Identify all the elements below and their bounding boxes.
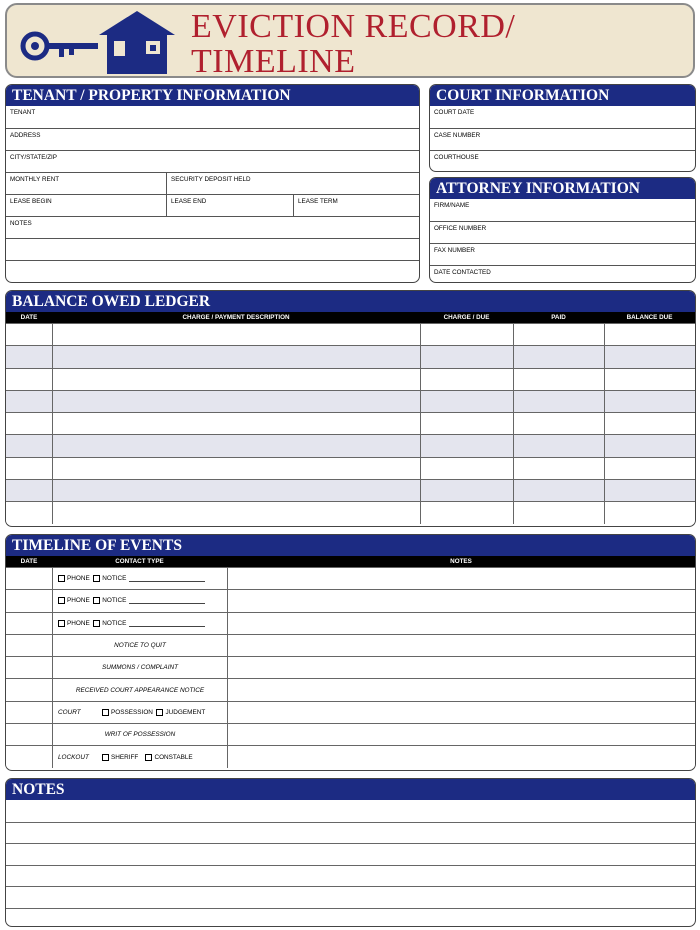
summons-label: SUMMONS / COMPLAINT (102, 664, 178, 672)
tenant-field[interactable]: TENANT (10, 109, 36, 116)
ledger-row (6, 390, 695, 412)
timeline-row: PHONE NOTICE (6, 567, 695, 589)
timeline-notes-cell[interactable] (227, 635, 695, 656)
court-information-section (429, 84, 696, 172)
notice-checkbox[interactable] (93, 620, 100, 627)
timeline-notes-cell[interactable] (227, 702, 695, 723)
timeline-notes-cell[interactable] (227, 724, 695, 745)
ledger-charge-cell[interactable] (420, 480, 513, 501)
ledger-paid-cell[interactable] (513, 346, 604, 367)
ledger-description-cell[interactable] (52, 502, 420, 523)
ledger-balance-cell[interactable] (604, 391, 695, 412)
office-number-field[interactable]: OFFICE NUMBER (434, 225, 487, 232)
timeline-notes-cell[interactable] (227, 613, 695, 634)
ledger-date-cell[interactable] (6, 346, 52, 367)
tenant-section-heading: TENANT / PROPERTY INFORMATION (6, 85, 419, 106)
case-number-field[interactable]: CASE NUMBER (434, 132, 481, 139)
timeline-notes-cell[interactable] (227, 679, 695, 700)
writ-of-possession-label: WRIT OF POSSESSION (104, 731, 176, 739)
ledger-description-cell[interactable] (52, 346, 420, 367)
ledger-paid-cell[interactable] (513, 480, 604, 501)
notes-line[interactable] (6, 843, 695, 865)
ledger-paid-cell[interactable] (513, 391, 604, 412)
timeline-date-cell[interactable] (6, 679, 52, 700)
title-line-1: EVICTION RECORD/ (191, 8, 516, 45)
ledger-col-charge: CHARGE / DUE (443, 314, 490, 321)
timeline-section (5, 534, 696, 771)
ledger-description-cell[interactable] (52, 458, 420, 479)
firm-name-field[interactable]: FIRM/NAME (434, 202, 470, 209)
security-deposit-field[interactable]: SECURITY DEPOSIT HELD (166, 173, 419, 194)
timeline-date-cell[interactable] (6, 590, 52, 611)
ledger-header-row (6, 312, 695, 323)
timeline-notes-cell[interactable] (227, 568, 695, 589)
ledger-col-balance: BALANCE DUE (626, 314, 673, 321)
ledger-paid-cell[interactable] (513, 502, 604, 523)
lease-end-field[interactable]: LEASE END (166, 195, 293, 216)
notes-section (5, 778, 696, 927)
ledger-date-cell[interactable] (6, 324, 52, 345)
address-field[interactable]: ADDRESS (10, 132, 41, 139)
ledger-description-cell[interactable] (52, 391, 420, 412)
timeline-row: LOCKOUT SHERIFF CONSTABLE (6, 745, 695, 767)
timeline-row: COURT POSSESSION JUDGEMENT (6, 701, 695, 723)
ledger-charge-cell[interactable] (420, 413, 513, 434)
tenant-notes-line[interactable] (6, 261, 419, 282)
court-section-heading: COURT INFORMATION (430, 85, 695, 106)
ledger-description-cell[interactable] (52, 369, 420, 390)
ledger-balance-cell[interactable] (604, 413, 695, 434)
timeline-notes-cell[interactable] (227, 657, 695, 678)
title-line-2: TIMELINE (191, 43, 356, 80)
ledger-charge-cell[interactable] (420, 391, 513, 412)
ledger-description-cell[interactable] (52, 324, 420, 345)
notes-line[interactable] (6, 800, 695, 822)
timeline-row (6, 723, 695, 745)
timeline-section-heading: TIMELINE OF EVENTS (6, 535, 695, 556)
phone-checkbox[interactable] (58, 575, 65, 582)
notice-line[interactable] (129, 597, 205, 604)
timeline-row (6, 656, 695, 678)
timeline-date-cell[interactable] (6, 635, 52, 656)
ledger-date-cell[interactable] (6, 480, 52, 501)
constable-checkbox[interactable] (145, 754, 152, 761)
timeline-col-date: DATE (20, 558, 38, 565)
timeline-row (6, 634, 695, 656)
notes-section-heading: NOTES (6, 779, 695, 800)
ledger-row (6, 501, 695, 523)
timeline-date-cell[interactable] (6, 657, 52, 678)
ledger-charge-cell[interactable] (420, 346, 513, 367)
ledger-balance-cell[interactable] (604, 369, 695, 390)
notice-to-quit-label: NOTICE TO QUIT (114, 642, 166, 650)
house-icon (99, 11, 175, 74)
phone-checkbox[interactable] (58, 597, 65, 604)
court-date-field[interactable]: COURT DATE (434, 109, 475, 116)
ledger-balance-cell[interactable] (604, 480, 695, 501)
ledger-row (6, 368, 695, 390)
ledger-row (6, 479, 695, 501)
ledger-paid-cell[interactable] (513, 458, 604, 479)
date-contacted-field[interactable]: DATE CONTACTED (434, 269, 491, 276)
notice-line[interactable] (129, 575, 205, 582)
ledger-paid-cell[interactable] (513, 413, 604, 434)
ledger-paid-cell[interactable] (513, 369, 604, 390)
house-key-logo (19, 9, 179, 75)
ledger-row (6, 345, 695, 367)
lockout-label: LOCKOUT (58, 753, 89, 761)
possession-checkbox[interactable] (102, 709, 109, 716)
phone-checkbox[interactable] (58, 620, 65, 627)
ledger-charge-cell[interactable] (420, 369, 513, 390)
header-banner (5, 3, 695, 78)
ledger-row (6, 412, 695, 434)
fax-number-field[interactable]: FAX NUMBER (434, 247, 475, 254)
ledger-row (6, 457, 695, 479)
ledger-description-cell[interactable] (52, 480, 420, 501)
ledger-col-paid: PAID (551, 314, 566, 321)
city-state-zip-field[interactable]: CITY/STATE/ZIP (10, 154, 57, 161)
notice-line[interactable] (129, 620, 205, 627)
timeline-header-row (6, 556, 695, 567)
timeline-date-cell[interactable] (6, 746, 52, 767)
attorney-section-heading: ATTORNEY INFORMATION (430, 178, 695, 199)
tenant-property-section (5, 84, 420, 283)
ledger-row (6, 323, 695, 345)
judgement-checkbox[interactable] (156, 709, 163, 716)
key-icon (23, 34, 98, 58)
lease-term-field[interactable]: LEASE TERM (293, 195, 419, 216)
ledger-date-cell[interactable] (6, 369, 52, 390)
timeline-col-contact: CONTACT TYPE (115, 558, 164, 565)
ledger-col-date: DATE (20, 314, 38, 321)
timeline-row: PHONE NOTICE (6, 612, 695, 634)
timeline-date-cell[interactable] (6, 568, 52, 589)
notice-checkbox[interactable] (93, 575, 100, 582)
ledger-description-cell[interactable] (52, 413, 420, 434)
page-title (191, 9, 515, 79)
ledger-charge-cell[interactable] (420, 502, 513, 523)
notes-line[interactable] (6, 822, 695, 844)
timeline-date-cell[interactable] (6, 702, 52, 723)
timeline-row: PHONE NOTICE (6, 589, 695, 611)
ledger-date-cell[interactable] (6, 413, 52, 434)
ledger-date-cell[interactable] (6, 502, 52, 523)
ledger-charge-cell[interactable] (420, 458, 513, 479)
ledger-section-heading: BALANCE OWED LEDGER (6, 291, 695, 312)
court-appearance-label: RECEIVED COURT APPEARANCE NOTICE (75, 686, 205, 694)
lease-begin-field[interactable]: LEASE BEGIN (10, 198, 52, 205)
notice-checkbox[interactable] (93, 597, 100, 604)
monthly-rent-field[interactable]: MONTHLY RENT (10, 176, 60, 183)
ledger-date-cell[interactable] (6, 391, 52, 412)
ledger-balance-cell[interactable] (604, 346, 695, 367)
attorney-information-section (429, 177, 696, 283)
ledger-body (6, 323, 695, 524)
notes-line[interactable] (6, 886, 695, 908)
ledger-col-description: CHARGE / PAYMENT DESCRIPTION (182, 314, 290, 321)
ledger-balance-cell[interactable] (604, 458, 695, 479)
ledger-paid-cell[interactable] (513, 324, 604, 345)
notes-body (6, 800, 695, 927)
ledger-charge-cell[interactable] (420, 324, 513, 345)
tenant-notes-line[interactable] (6, 239, 419, 260)
ledger-description-cell[interactable] (52, 435, 420, 456)
timeline-date-cell[interactable] (6, 724, 52, 745)
timeline-date-cell[interactable] (6, 613, 52, 634)
timeline-notes-cell[interactable] (227, 746, 695, 767)
ledger-date-cell[interactable] (6, 458, 52, 479)
notes-line[interactable] (6, 865, 695, 887)
courthouse-field[interactable]: COURTHOUSE (434, 154, 479, 161)
court-label: COURT (58, 708, 81, 716)
balance-ledger-section (5, 290, 696, 527)
ledger-balance-cell[interactable] (604, 324, 695, 345)
ledger-balance-cell[interactable] (604, 435, 695, 456)
timeline-col-notes: NOTES (450, 558, 472, 565)
ledger-date-cell[interactable] (6, 435, 52, 456)
ledger-paid-cell[interactable] (513, 435, 604, 456)
ledger-row (6, 434, 695, 456)
ledger-balance-cell[interactable] (604, 502, 695, 523)
ledger-charge-cell[interactable] (420, 435, 513, 456)
timeline-notes-cell[interactable] (227, 590, 695, 611)
notes-line[interactable] (6, 908, 695, 927)
tenant-notes-field[interactable]: NOTES (10, 220, 32, 227)
timeline-row (6, 678, 695, 700)
sheriff-checkbox[interactable] (102, 754, 109, 761)
